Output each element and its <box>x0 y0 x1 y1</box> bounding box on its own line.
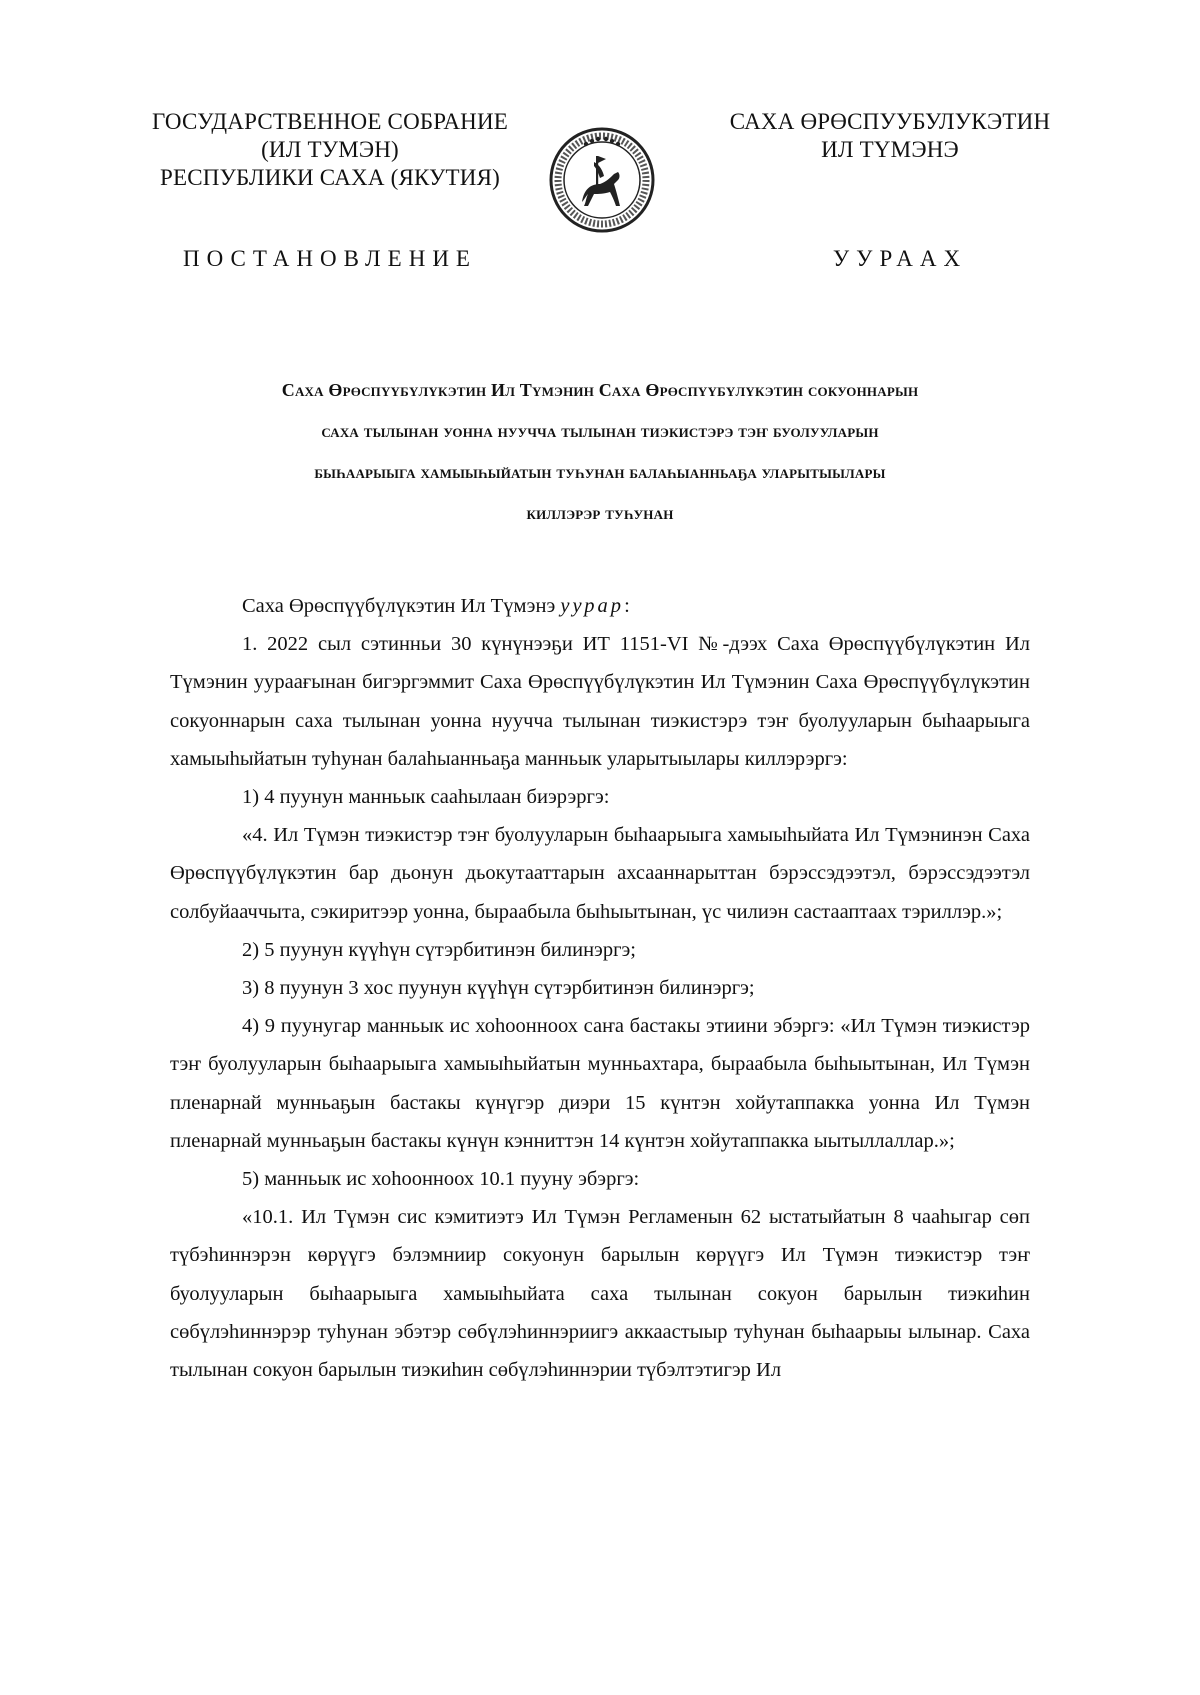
title-line: саха тылынан уонна нуучча тылынан тиэкистэрэ тэҥ буолууларын <box>321 421 879 441</box>
document-body <box>170 587 1030 1389</box>
header-left-line: ГОСУДАРСТВЕННОЕ СОБРАНИЕ <box>151 109 509 134</box>
doc-type-uuraakh: УУРААХ <box>832 246 968 271</box>
header-right-line: ИЛ ТҮМЭНЭ <box>821 137 959 162</box>
intro-emphasis: уурар <box>560 595 625 617</box>
title-line: Саха Өрөспүүбүлүкэтин Ил Түмэнин Саха Өрөспүүбүлүкэтин сокуоннарын <box>281 380 919 400</box>
intro-end: : <box>624 595 630 617</box>
body-paragraph: 5) манньык ис хоһоонноох 10.1 пууну эбэргэ: <box>242 1168 640 1191</box>
intro-paragraph <box>170 587 1030 625</box>
header-right-yakut <box>690 108 1090 164</box>
body-paragraph: 4) 9 пуунугар манньык ис хоһоонноох саҥа бастакы этиини эбэргэ: «Ил Түмэн тиэкистэр тэҥ буолууларын быһаарыыга хамыыһыйатын мунньахтара, быраабыла быһыытынан, Ил Түмэн пленарнай мунньаҕын бастакы күнүгэр диэри 15 күнтэн хойутаппакка уонна Ил Түмэн пленарнай мунньаҕын бастакы күнүн кэнниттэн 14 күнтэн хойутаппакка ыытыллаллар.»; <box>170 1015 1030 1152</box>
title-line: киллэрэр туһунан <box>526 503 674 523</box>
header-left-line: РЕСПУБЛИКИ САХА (ЯКУТИЯ) <box>159 165 501 190</box>
intro-text: Саха Өрөспүүбүлүкэтин Ил Түмэнэ <box>242 595 561 617</box>
title-line: быһаарыыга хамыыһыйатын туһунан балаһыанньаҕа уларытыылары <box>314 462 886 482</box>
body-paragraph: 3) 8 пуунун 3 хос пуунун күүһүн сүтэрбитинэн билинэргэ; <box>242 977 755 1000</box>
body-paragraph: 1) 4 пуунун манньык сааһылаан биэрэргэ: <box>242 786 610 809</box>
body-paragraph: «10.1. Ил Түмэн сис кэмитиэтэ Ил Түмэн Регламенын 62 ыстатыйатын 8 чааһыгар сөп түбэһиннэрэн көрүүгэ бэлэмниир сокуонун барылын көрүүгэ Ил Түмэн тиэкистэр тэҥ буолууларын быһаарыыга хамыыһыйата саха тылынан сокуон барылын тиэкиһин сөбүлэһиннэрэр туһунан эбэтэр сөбүлэһиннэриигэ аккаастыыр туһунан быһаарыы ылынар. Саха тылынан сокуон барылын тиэкиһин сөбүлэһиннэрии түбэлтэтигэр Ил <box>170 1206 1030 1382</box>
body-paragraph: 1. 2022 сыл сэтинньи 30 күнүнээҕи ИТ 1151-VI №-дээх Саха Өрөспүүбүлүкэтин Ил Түмэнин уураағынан бигэргэммит Саха Өрөспүүбүлүкэтин Ил Түмэнин Саха Өрөспүүбүлүкэтин сокуоннарын саха тылынан уонна нуучча тылынан тиэкистэрэ тэҥ буолууларын быһаарыыга хамыыһыйатын туһунан балаһыанньаҕа манньык уларытыылары киллэрэргэ: <box>170 633 1030 770</box>
header-right-line: САХА ӨРӨСПУУБУЛУКЭТИН <box>729 109 1051 134</box>
document-title <box>150 370 1050 534</box>
doc-type-postanovlenie: ПОСТАНОВЛЕНИЕ <box>183 246 477 271</box>
body-paragraph: «4. Ил Түмэн тиэкистэр тэҥ буолууларын быһаарыыга хамыыһыйата Ил Түмэнинэн Саха Өрөспүүбүлүкэтин бар дьонун дьокутааттарын ахсааннарыттан бэрэссэдээтэл, бэрэссэдээтэл солбуйааччыта, сэкиритээр уонна, быраабыла быһыытынан, үс чилиэн састааптаах тэриллэр.»; <box>170 824 1030 923</box>
header-left-russian <box>120 108 540 192</box>
body-paragraph: 2) 5 пуунун күүһүн сүтэрбитинэн билинэргэ; <box>242 938 637 961</box>
republic-emblem-icon <box>548 126 656 234</box>
header-left-line: (ИЛ ТУМЭН) <box>261 137 399 162</box>
